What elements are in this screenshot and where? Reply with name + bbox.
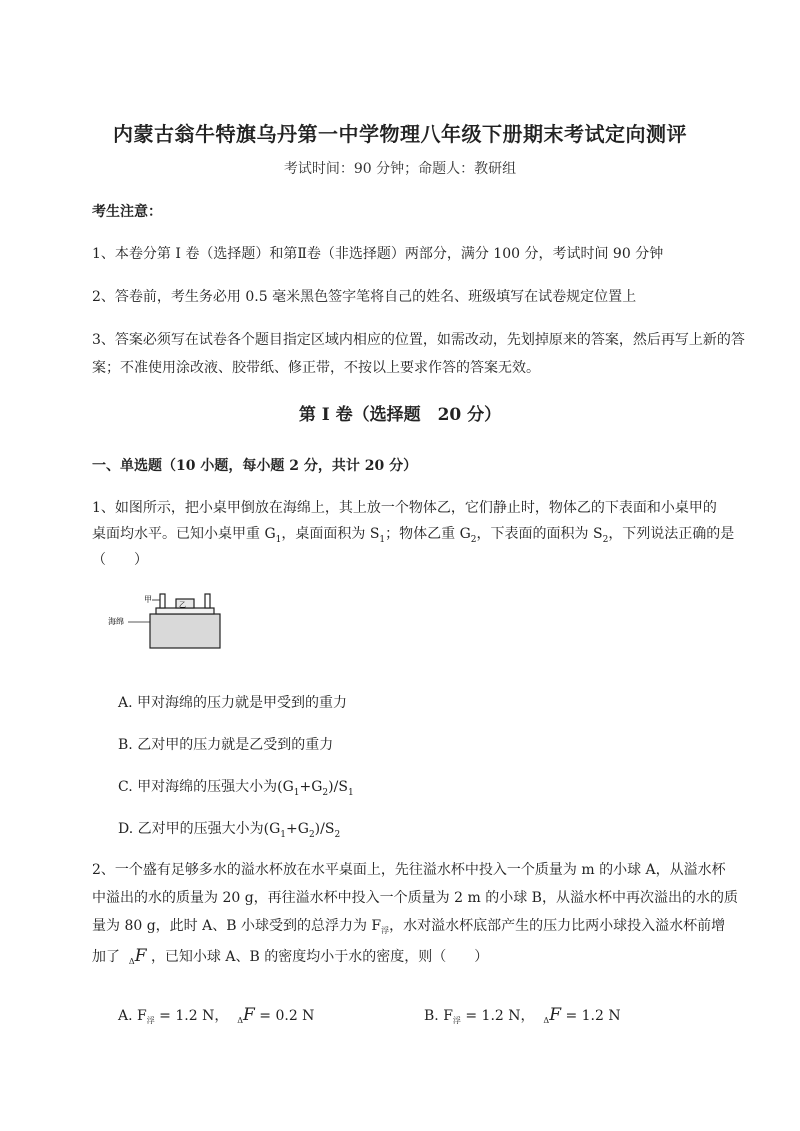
object-yi-label: 乙 xyxy=(179,601,186,609)
table-leg-right xyxy=(205,594,210,608)
question-1-line-3: （ ） xyxy=(92,552,148,568)
label-jia: 甲 xyxy=(144,595,152,604)
question-2-line-2: 中溢出的水的质量为 20 g，再往溢水杯中投入一个质量为 2 m 的小球 B，从溢水杯中再次溢出的水的质 xyxy=(92,890,738,906)
exam-info: 考试时间：90 分钟；命题人：教研组 xyxy=(283,161,517,177)
q1-option-b[interactable]: B. 乙对甲的压力就是乙受到的重力 xyxy=(118,737,334,753)
q1-option-a[interactable]: A. 甲对海绵的压力就是甲受到的重力 xyxy=(118,695,348,711)
question-2-line-1: 2、一个盛有足够多水的溢水杯放在水平桌面上，先往溢水杯中投入一个质量为 m 的小球 A，从溢水杯 xyxy=(92,862,726,878)
q2-option-a[interactable]: A. $F_浮 = 1.2$ N， $_\Delta$F = 0.2 N xyxy=(118,1005,315,1025)
q1-option-c[interactable]: C. 甲对海绵的压强大小为$(G_1+G_2)/S_1$ xyxy=(118,779,354,798)
label-sponge: 海绵 xyxy=(108,617,124,626)
part-heading: 一、单选题（10 小题，每小题 2 分，共计 20 分） xyxy=(92,458,418,474)
table-leg-left xyxy=(160,594,165,608)
notice-item-2: 2、答卷前，考生务必用 0.5 毫米黑色签字笔将自己的姓名、班级填写在试卷规定位置上 xyxy=(92,289,637,305)
q2-option-b[interactable]: B. $F_浮 = 1.2$ N， $_\Delta$F = 1.2 N xyxy=(424,1005,621,1025)
q1-option-d[interactable]: D. 乙对甲的压强大小为$(G_1+G_2)/S_2$ xyxy=(118,821,341,840)
notice-heading: 考生注意： xyxy=(92,204,162,220)
question-2-line-4: 加了 $_\Delta$F ，已知小球 A、B 的密度均小于水的密度，则（ ） xyxy=(92,946,489,966)
notice-item-1: 1、本卷分第 I 卷（选择题）和第Ⅱ卷（非选择题）两部分，满分 100 分，考试时间 90 分钟 xyxy=(92,246,664,262)
page-title: 内蒙古翁牛特旗乌丹第一中学物理八年级下册期末考试定向测评 xyxy=(113,122,687,146)
section-title: 第 I 卷（选择题 20 分） xyxy=(298,405,502,425)
question-1-line-2: 桌面均水平。已知小桌甲重 $G_1$，桌面面积为 $S_1$；物体乙重 $G_2$，下表面的面积为 $S_2$，下列说法正确的是 xyxy=(92,526,735,545)
question-2-line-3: 量为 80 g，此时 A、B 小球受到的总浮力为 $F_浮$，水对溢水杯底部产生的压力比两小球投入溢水杯前增 xyxy=(92,918,726,935)
table-sponge-figure xyxy=(108,592,228,650)
sponge-block xyxy=(150,614,220,648)
question-1-line-1: 1、如图所示，把小桌甲倒放在海绵上，其上放一个物体乙，它们静止时，物体乙的下表面和小桌甲的 xyxy=(92,500,717,516)
notice-item-3: 3、答案必须写在试卷各个题目指定区域内相应的位置，如需改动，先划掉原来的答案，然后再写上新的答案；不准使用涂改液、胶带纸、修正带，不按以上要求作答的答案无效。 xyxy=(92,332,745,376)
